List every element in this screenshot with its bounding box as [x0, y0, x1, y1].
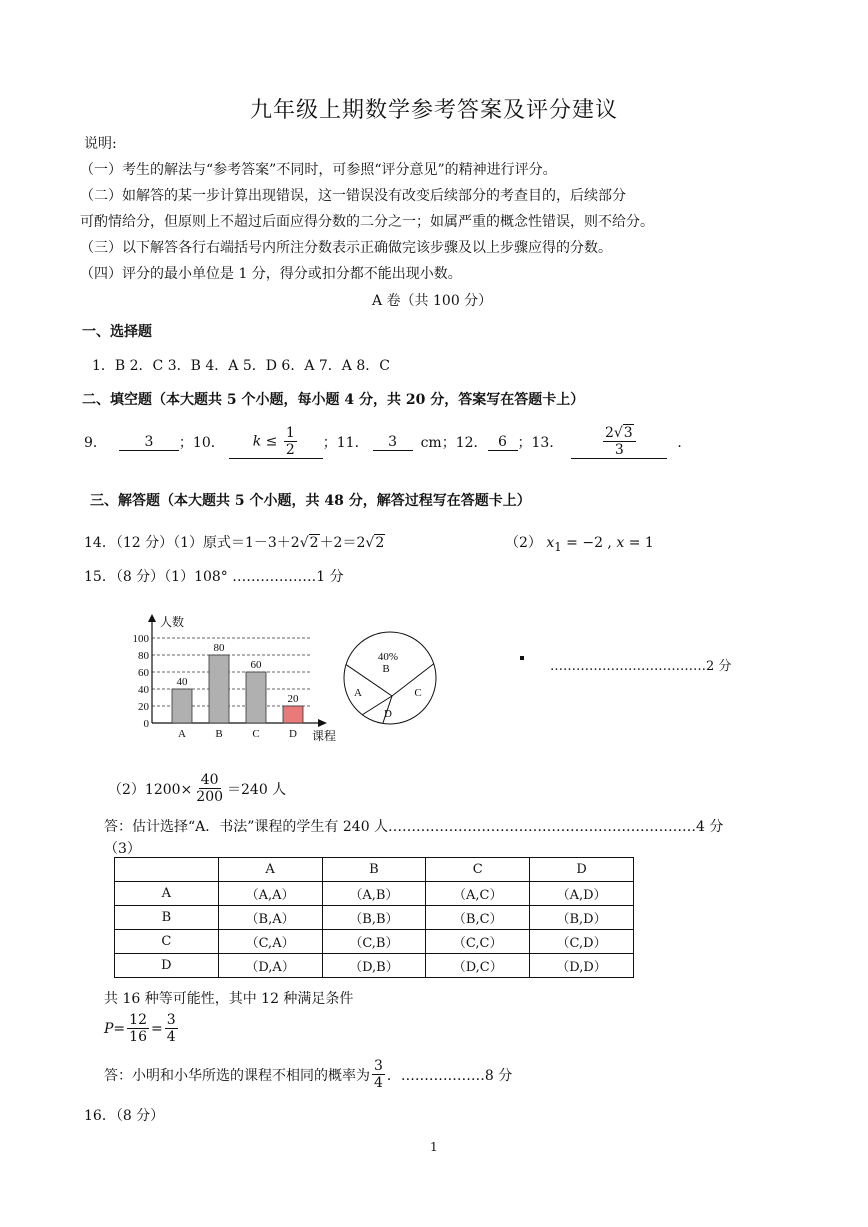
- table-header-cell: A: [218, 858, 322, 882]
- y-tick-label: 40: [138, 684, 149, 696]
- q14-x1-sub: 1: [554, 539, 562, 554]
- q9-answer: 3: [119, 434, 179, 451]
- table-cell: （C,C）: [426, 930, 530, 954]
- pie-slice-label: D: [384, 708, 392, 720]
- table-cell: （D,D）: [530, 954, 634, 978]
- table-cell: C: [115, 930, 219, 954]
- q10-den: 2: [285, 442, 295, 459]
- table-row: [115, 954, 634, 978]
- outcome-table: [114, 857, 634, 978]
- page-number: 1: [430, 1140, 438, 1154]
- p-fraction-2: [165, 1012, 178, 1045]
- y-axis-label: 人数: [160, 615, 185, 629]
- q14-part1: 14．（12 分）（1）原式＝1－3＋2: [84, 535, 300, 551]
- q15-2-line: [108, 772, 286, 805]
- q14-line: 14．（12 分）（1）原式＝1－3＋2√2＋2＝2√2: [84, 535, 385, 551]
- q12-answer: 6: [488, 434, 518, 451]
- note-item: （三）以下解答各行右端括号内所注分数表示正确做完该步骤及以上步骤应得的分数。: [80, 240, 612, 256]
- bar-data-label: 60: [250, 659, 262, 671]
- bar-data-label: 80: [213, 642, 225, 654]
- q14-part2: ＋2＝2: [319, 535, 366, 551]
- p-num-1: 12: [129, 1012, 147, 1028]
- table-cell: D: [115, 954, 219, 978]
- q15-3-label: （3）: [104, 841, 141, 857]
- final-den: 4: [374, 1075, 383, 1092]
- table-cell: （A,C）: [426, 882, 530, 906]
- q13-fraction: [603, 425, 636, 458]
- table-cell: （B,C）: [426, 906, 530, 930]
- q10-var: k: [252, 433, 262, 450]
- table-header-cell: C: [426, 858, 530, 882]
- table-cell: （D,C）: [426, 954, 530, 978]
- y-tick-label: 0: [143, 718, 149, 730]
- q13-radicand: 3: [623, 425, 633, 441]
- q14-x1-value: = −2 ,: [566, 535, 612, 551]
- fill-blank-answers: [84, 425, 691, 459]
- notes-heading: 说明:: [84, 136, 117, 152]
- note-item: 可酌情给分，但原则上不超过后面应得分数的二分之一；如属严重的概念性错误，则不给分。: [80, 214, 654, 230]
- q14-x1: x: [546, 535, 555, 551]
- q14-part-two: [505, 532, 654, 554]
- x-tick-label: A: [178, 728, 186, 740]
- y-tick-label: 60: [138, 667, 149, 679]
- final-answer-pre: 答：小明和小华所选的课程不相同的概率为: [104, 1067, 370, 1084]
- q10-fraction: [284, 425, 297, 458]
- p-num-2: 3: [166, 1012, 176, 1028]
- x-tick-label: D: [289, 728, 297, 740]
- y-tick-label: 80: [138, 650, 149, 662]
- q11-unit: cm；12．: [420, 435, 488, 452]
- table-cell: （A,D）: [530, 882, 634, 906]
- bar-data-label: 40: [176, 676, 188, 688]
- bar: [172, 689, 192, 723]
- q11-answer: 3: [373, 434, 413, 451]
- table-row: [115, 930, 634, 954]
- part1-answers: 1．B 2．C 3．B 4．A 5．D 6．A 7．A 8．C: [92, 358, 390, 374]
- q15-2-den: 200: [196, 789, 224, 806]
- chart-bullet: [520, 656, 524, 660]
- q15-2-num: 40: [200, 772, 219, 788]
- table-cell: （D,B）: [322, 954, 426, 978]
- section-a-heading: A 卷（共 100 分）: [372, 293, 493, 309]
- part1-heading: 一、选择题: [82, 324, 152, 340]
- q14-part2-label: （2）: [505, 535, 542, 551]
- q10-op: ≤: [265, 433, 278, 450]
- final-num: 3: [374, 1058, 383, 1074]
- probability-formula: [104, 1012, 180, 1045]
- note-item: （二）如解答的某一步计算出现错误，这一错误没有改变后续部分的考查目的，后续部分: [80, 188, 626, 204]
- table-header-cell: [115, 858, 219, 882]
- q14-x2-value: = 1: [628, 535, 654, 551]
- final-answer: [104, 1058, 512, 1091]
- p-eq: =: [113, 1020, 126, 1037]
- x-tick-label: B: [215, 728, 223, 740]
- table-cell: （B,B）: [322, 906, 426, 930]
- table-header-row: [115, 858, 634, 882]
- count-text: 共 16 种等可能性，其中 12 种满足条件: [104, 991, 354, 1007]
- note-item: （一）考生的解法与“参考答案”不同时，可参照“评分意见”的精神进行评分。: [80, 162, 557, 178]
- q15-heading: 15．（8 分）（1）108° ………………1 分: [84, 569, 344, 585]
- pie-slice-label: C: [414, 687, 422, 699]
- pie-chart: [340, 628, 440, 728]
- bar: [209, 655, 229, 723]
- final-answer-fraction: [372, 1058, 385, 1091]
- p-eq-2: =: [150, 1020, 163, 1037]
- q13-label: ；13．: [517, 435, 564, 452]
- bar: [246, 672, 266, 723]
- table-cell: （D,A）: [218, 954, 322, 978]
- q11-label: ；11．: [322, 435, 369, 452]
- p-fraction-1: [127, 1012, 149, 1045]
- part3-heading: 三、解答题（本大题共 5 个小题，共 48 分，解答过程写在答题卡上）: [90, 493, 531, 509]
- q15-2-answer: 答：估计选择“A．书法”课程的学生有 240 人…………………………………………………………4 分: [104, 819, 724, 835]
- q13-end: ．: [677, 435, 692, 452]
- p-den-2: 4: [166, 1029, 176, 1046]
- final-answer-post: ．………………8 分: [386, 1067, 513, 1084]
- table-cell: B: [115, 906, 219, 930]
- table-header-cell: D: [530, 858, 634, 882]
- q13-den: 3: [614, 442, 624, 459]
- q10-num: 1: [285, 425, 295, 441]
- table-cell: （C,B）: [322, 930, 426, 954]
- q14-root2: 2: [375, 535, 385, 551]
- table-cell: （A,A）: [218, 882, 322, 906]
- pie-slice-label: A: [354, 687, 362, 699]
- q14-root1: 2: [309, 535, 319, 551]
- bar: [283, 706, 303, 723]
- p-var: P: [104, 1020, 114, 1037]
- table-row: [115, 906, 634, 930]
- pie-slice-percent: 40%: [377, 651, 399, 663]
- q15-2-post: ＝240 人: [227, 781, 287, 798]
- chart-score: ………………………………2 分: [550, 659, 732, 674]
- x-axis-label: 课程: [312, 729, 337, 743]
- table-cell: （C,D）: [530, 930, 634, 954]
- q14-x2: x: [616, 535, 625, 551]
- table-row: [115, 882, 634, 906]
- q10-label: ；10．: [178, 435, 225, 452]
- q13-answer: [571, 425, 667, 459]
- x-tick-label: C: [252, 728, 260, 740]
- q13-num: 2√3: [603, 425, 636, 442]
- table-cell: （A,B）: [322, 882, 426, 906]
- page-title: 九年级上期数学参考答案及评分建议: [250, 98, 619, 123]
- table-cell: （B,A）: [218, 906, 322, 930]
- y-tick-label: 100: [132, 633, 149, 645]
- q15-2-fraction: [194, 772, 225, 805]
- q10-answer: [229, 425, 323, 459]
- p-den-1: 16: [129, 1029, 147, 1046]
- table-header-cell: B: [322, 858, 426, 882]
- y-tick-label: 20: [138, 701, 149, 713]
- q16-heading: 16．（8 分）: [84, 1108, 165, 1124]
- q15-2-pre: （2）1200×: [108, 781, 193, 798]
- pie-slice-label: B: [382, 663, 390, 675]
- table-cell: （C,A）: [218, 930, 322, 954]
- x-axis-arrow: [318, 719, 327, 727]
- table-cell: A: [115, 882, 219, 906]
- y-axis-arrow: [148, 614, 156, 622]
- note-item: （四）评分的最小单位是 1 分，得分或扣分都不能出现小数。: [80, 266, 462, 282]
- bar-chart: [120, 608, 345, 748]
- q13-coef: 2: [604, 425, 614, 441]
- bar-data-label: 20: [287, 693, 299, 705]
- q9-label: 9．: [84, 435, 107, 452]
- part2-heading: 二、填空题（本大题共 5 个小题，每小题 4 分，共 20 分，答案写在答题卡上）: [82, 392, 585, 408]
- table-cell: （B,D）: [530, 906, 634, 930]
